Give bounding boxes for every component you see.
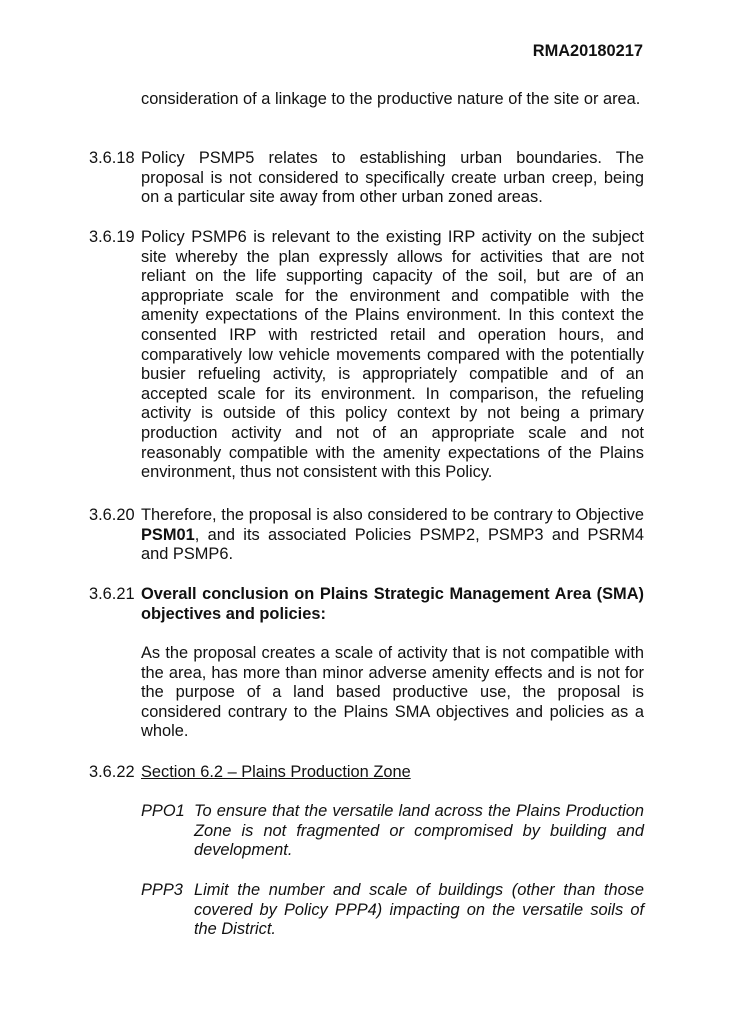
policy-code: PPP3	[141, 881, 183, 899]
paragraph-3-6-18	[89, 149, 644, 208]
paragraph-number: 3.6.19	[89, 228, 135, 246]
objective-code: PSM01	[141, 525, 195, 544]
paragraph-number: 3.6.18	[89, 149, 135, 167]
paragraph-3-6-22	[89, 763, 644, 783]
conclusion-text: As the proposal creates a scale of activity that is not compatible with the area, has more than minor adverse amenity effects and is not for the purpose of a land based productive use, the proposal is considered contrary to the Plains SMA objectives and policies as a whole.	[141, 644, 644, 741]
paragraph-number: 3.6.21	[89, 585, 135, 603]
carryover-text: consideration of a linkage to the productive nature of the site or area.	[141, 90, 641, 108]
paragraph-text: Policy PSMP5 relates to establishing urban boundaries. The proposal is not considered to specifically create urban creep, being on a particular site away from other urban zoned areas.	[141, 149, 644, 207]
paragraph-number: 3.6.22	[89, 763, 135, 781]
section-heading: Overall conclusion on Plains Strategic Management Area (SMA) objectives and policies:	[141, 585, 644, 623]
policy-code: PPO1	[141, 802, 185, 820]
policy-ppp3	[141, 881, 644, 940]
paragraph-3-6-21	[89, 585, 644, 624]
paragraph-3-6-19	[89, 228, 644, 483]
policy-ppo1	[141, 802, 644, 861]
section-heading: Section 6.2 – Plains Production Zone	[141, 763, 411, 781]
paragraph-3-6-20	[89, 506, 644, 565]
paragraph-number: 3.6.20	[89, 506, 135, 524]
document-reference: RMA20180217	[532, 42, 643, 60]
paragraph-text: Policy PSMP6 is relevant to the existing IRP activity on the subject site whereby the plan expressly allows for activities that are not reliant on the life supporting capacity of the soil, but are of an appropriate scale for the environment and compatible with the amenity expectations of the Plains environment. In this context the consented IRP with restricted retail and operation hours, and comparatively low vehicle movements compared with the potentially busier refueling activity, is appropriately compatible and of an accepted scale for its environment. In comparison, the refueling activity is outside of this policy context by not being a primary production activity and not of an appropriate scale and not reasonably compatible with the amenity expectations of the Plains environment, thus not consistent with this Policy.	[141, 228, 644, 482]
policy-text: Limit the number and scale of buildings (other than those covered by Policy PPP4) impacting on the versatile soils of the District.	[194, 881, 644, 939]
paragraph-text: Therefore, the proposal is also considered to be contrary to Objective PSM01, and its associated Policies PSMP2, PSMP3 and PSRM4 and PSMP6.	[141, 506, 644, 564]
policy-text: To ensure that the versatile land across the Plains Production Zone is not fragmented or compromised by building and development.	[194, 802, 644, 860]
